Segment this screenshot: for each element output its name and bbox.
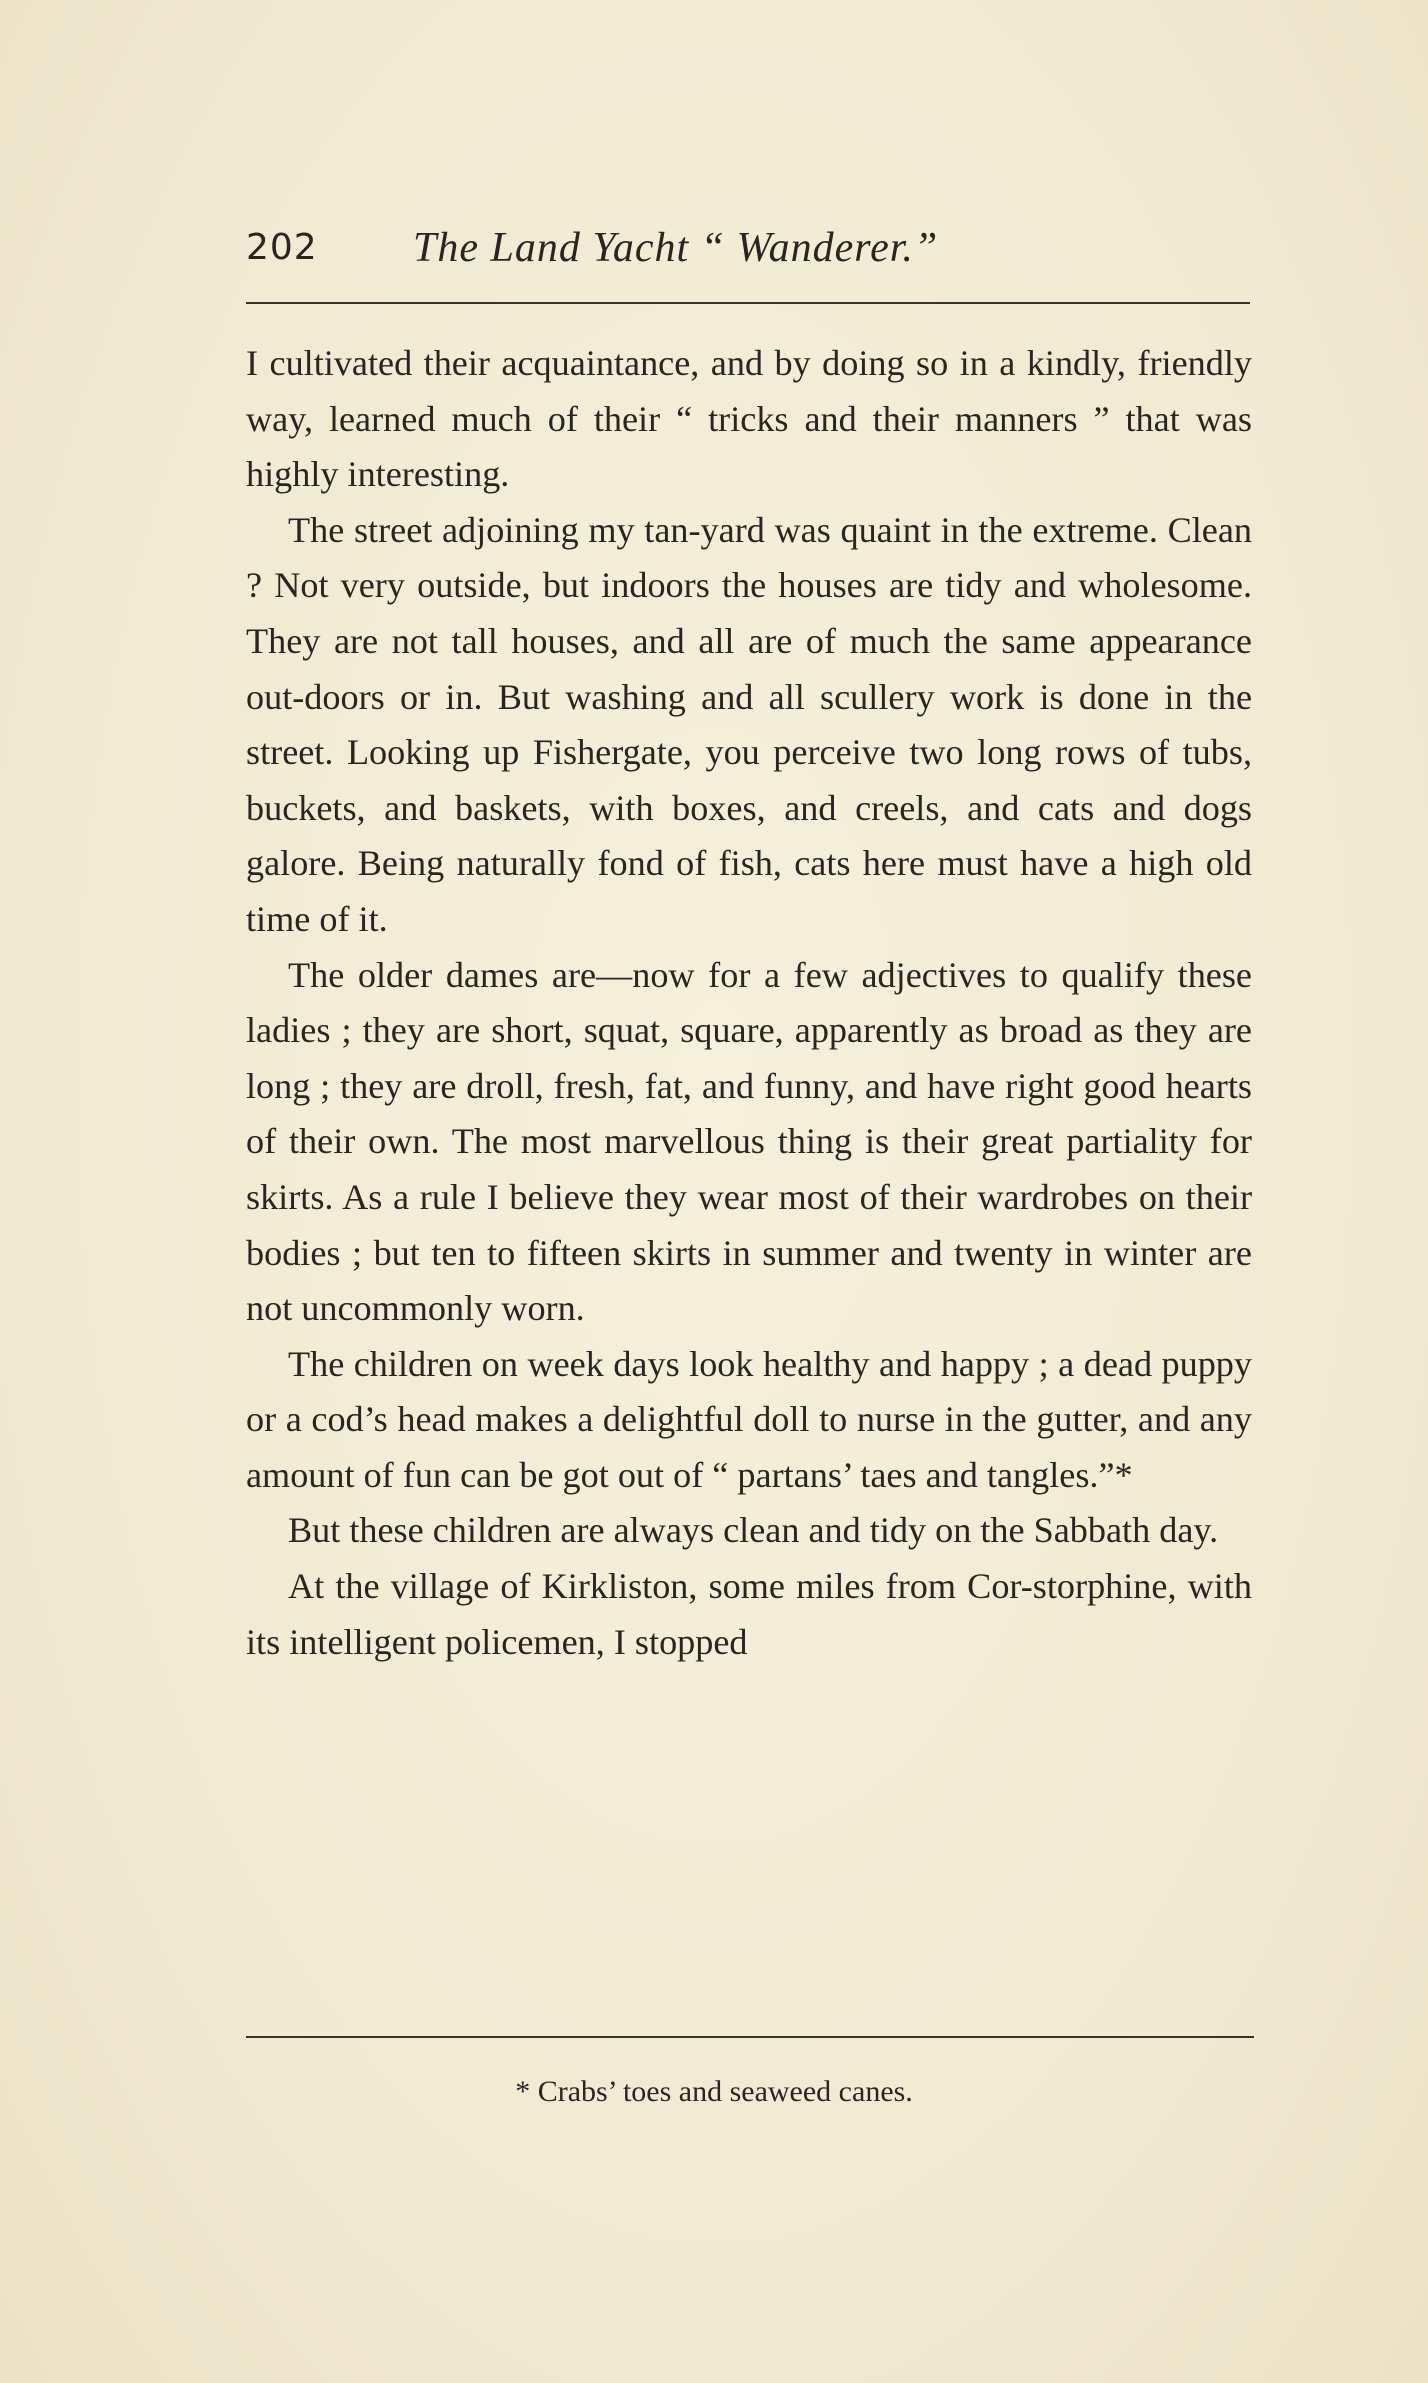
body-text (246, 336, 1252, 1670)
running-title: The Land Yacht “ Wanderer.” (413, 225, 939, 271)
footnote-rule (246, 2036, 1254, 2038)
paragraph-2: The street adjoining my tan-yard was quaint in the extreme. Clean ? Not very outside, but indoors the houses are tidy and wholesome. They are not tall houses, and all are of much the same appearance out-doors or in. But washing and all scullery work is done in the street. Looking up Fishergate, you perceive two long rows of tubs, buckets, and baskets, with boxes, and creels, and cats and dogs galore. Being naturally fond of fish, cats here must have a high old time of it. (246, 509, 1252, 939)
footnote: * Crabs’ toes and seaweed canes. (515, 2075, 913, 2108)
paragraph-6: At the village of Kirkliston, some miles from Cor-storphine, with its intelligent policemen, I stopped (246, 1566, 1252, 1662)
paragraph-5: But these children are always clean and tidy on the Sabbath day. (288, 1510, 1219, 1551)
header-rule (246, 302, 1250, 304)
paragraph-3: The older dames are—now for a few adjectives to qualify these ladies ; they are short, squat, square, apparently as broad as they are long ; they are droll, fresh, fat, and funny, and have right good hearts of their own. The most marvellous thing is their great partiality for skirts. As a rule I believe they wear most of their wardrobes on their bodies ; but ten to fifteen skirts in summer and twenty in winter are not uncommonly worn. (246, 954, 1252, 1329)
paragraph-1: I cultivated their acquaintance, and by doing so in a kindly, friendly way, learned much of their “ tricks and their manners ” that was highly interesting. (246, 343, 1252, 495)
page-number: 202 (246, 227, 318, 268)
paragraph-4: The children on week days look healthy and happy ; a dead puppy or a cod’s head makes a delightful doll to nurse in the gutter, and any amount of fun can be got out of “ partans’ taes and tangles.”* (246, 1343, 1252, 1495)
page-header (246, 218, 1246, 278)
